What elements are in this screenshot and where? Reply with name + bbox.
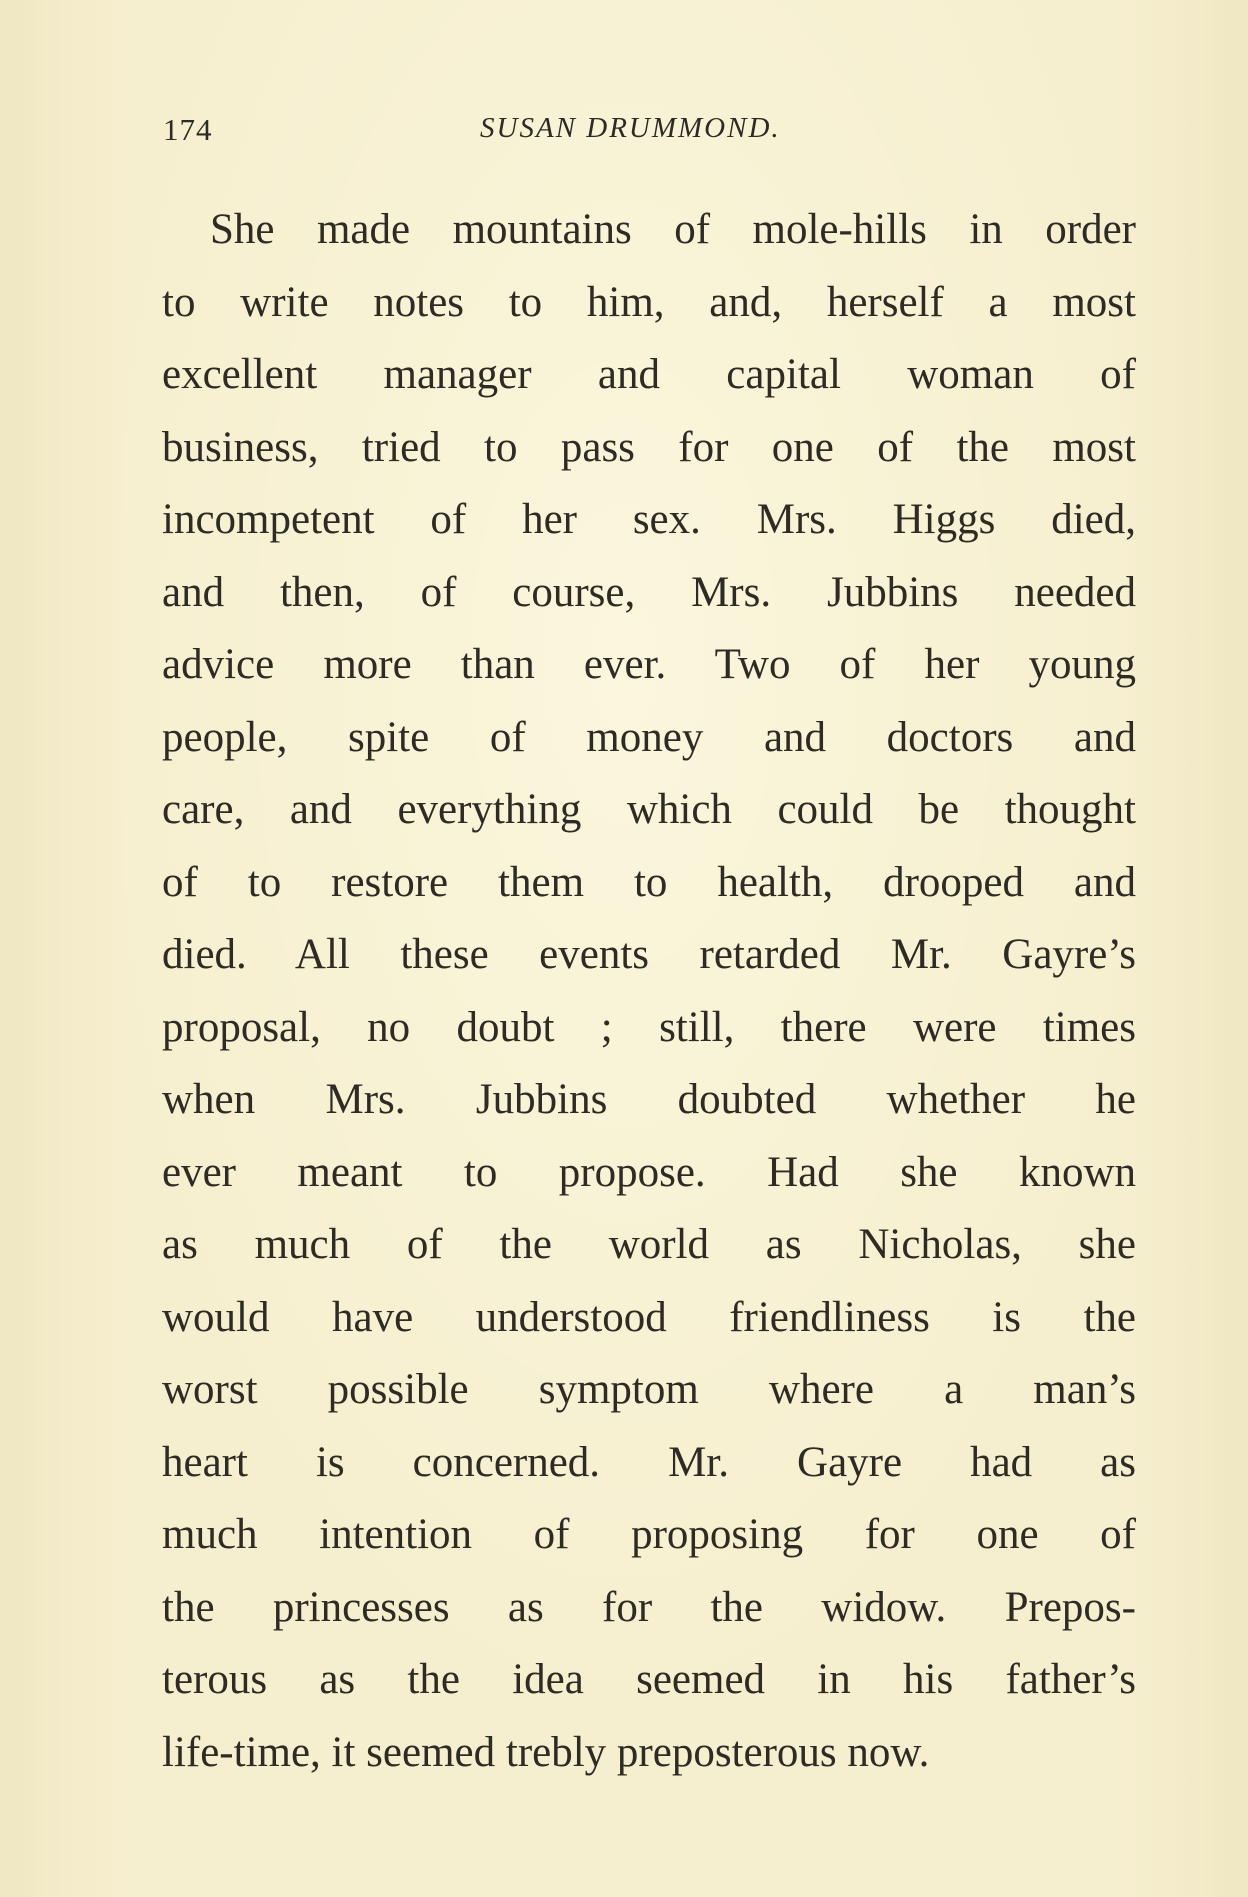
text-line: ever meant to propose. Had she known	[162, 1148, 1136, 1196]
body-paragraph	[162, 194, 1136, 1789]
text-line: proposal, no doubt ; still, there were times	[162, 1003, 1136, 1051]
text-line: to write notes to him, and, herself a most	[162, 278, 1136, 326]
text-line: life-time, it seemed trebly preposterous now.	[162, 1728, 930, 1776]
text-line: the princesses as for the widow. Prepos-	[162, 1583, 1136, 1631]
text-line: heart is concerned. Mr. Gayre had as	[162, 1438, 1136, 1486]
running-title: SUSAN DRUMMOND.	[480, 112, 781, 144]
text-line: excellent manager and capital woman of	[162, 351, 1136, 398]
running-head	[0, 112, 1248, 152]
text-line: She made mountains of mole-hills in order	[210, 206, 1136, 253]
text-line: business, tried to pass for one of the most	[162, 423, 1136, 471]
text-line: would have understood friendliness is the	[162, 1293, 1136, 1341]
text-line: advice more than ever. Two of her young	[162, 641, 1136, 688]
text-line: as much of the world as Nicholas, she	[162, 1221, 1136, 1268]
text-line: died. All these events retarded Mr. Gayre’s	[162, 931, 1136, 978]
text-line: much intention of proposing for one of	[162, 1511, 1136, 1558]
text-line: and then, of course, Mrs. Jubbins needed	[162, 568, 1136, 616]
page-number: 174	[163, 112, 213, 147]
text-line: terous as the idea seemed in his father’s	[162, 1656, 1136, 1703]
text-line: care, and everything which could be thought	[162, 786, 1136, 833]
text-line: worst possible symptom where a man’s	[162, 1366, 1136, 1413]
text-line: incompetent of her sex. Mrs. Higgs died,	[162, 496, 1136, 543]
text-line: of to restore them to health, drooped and	[162, 858, 1136, 906]
text-line: when Mrs. Jubbins doubted whether he	[162, 1076, 1136, 1123]
text-line: people, spite of money and doctors and	[162, 713, 1136, 761]
